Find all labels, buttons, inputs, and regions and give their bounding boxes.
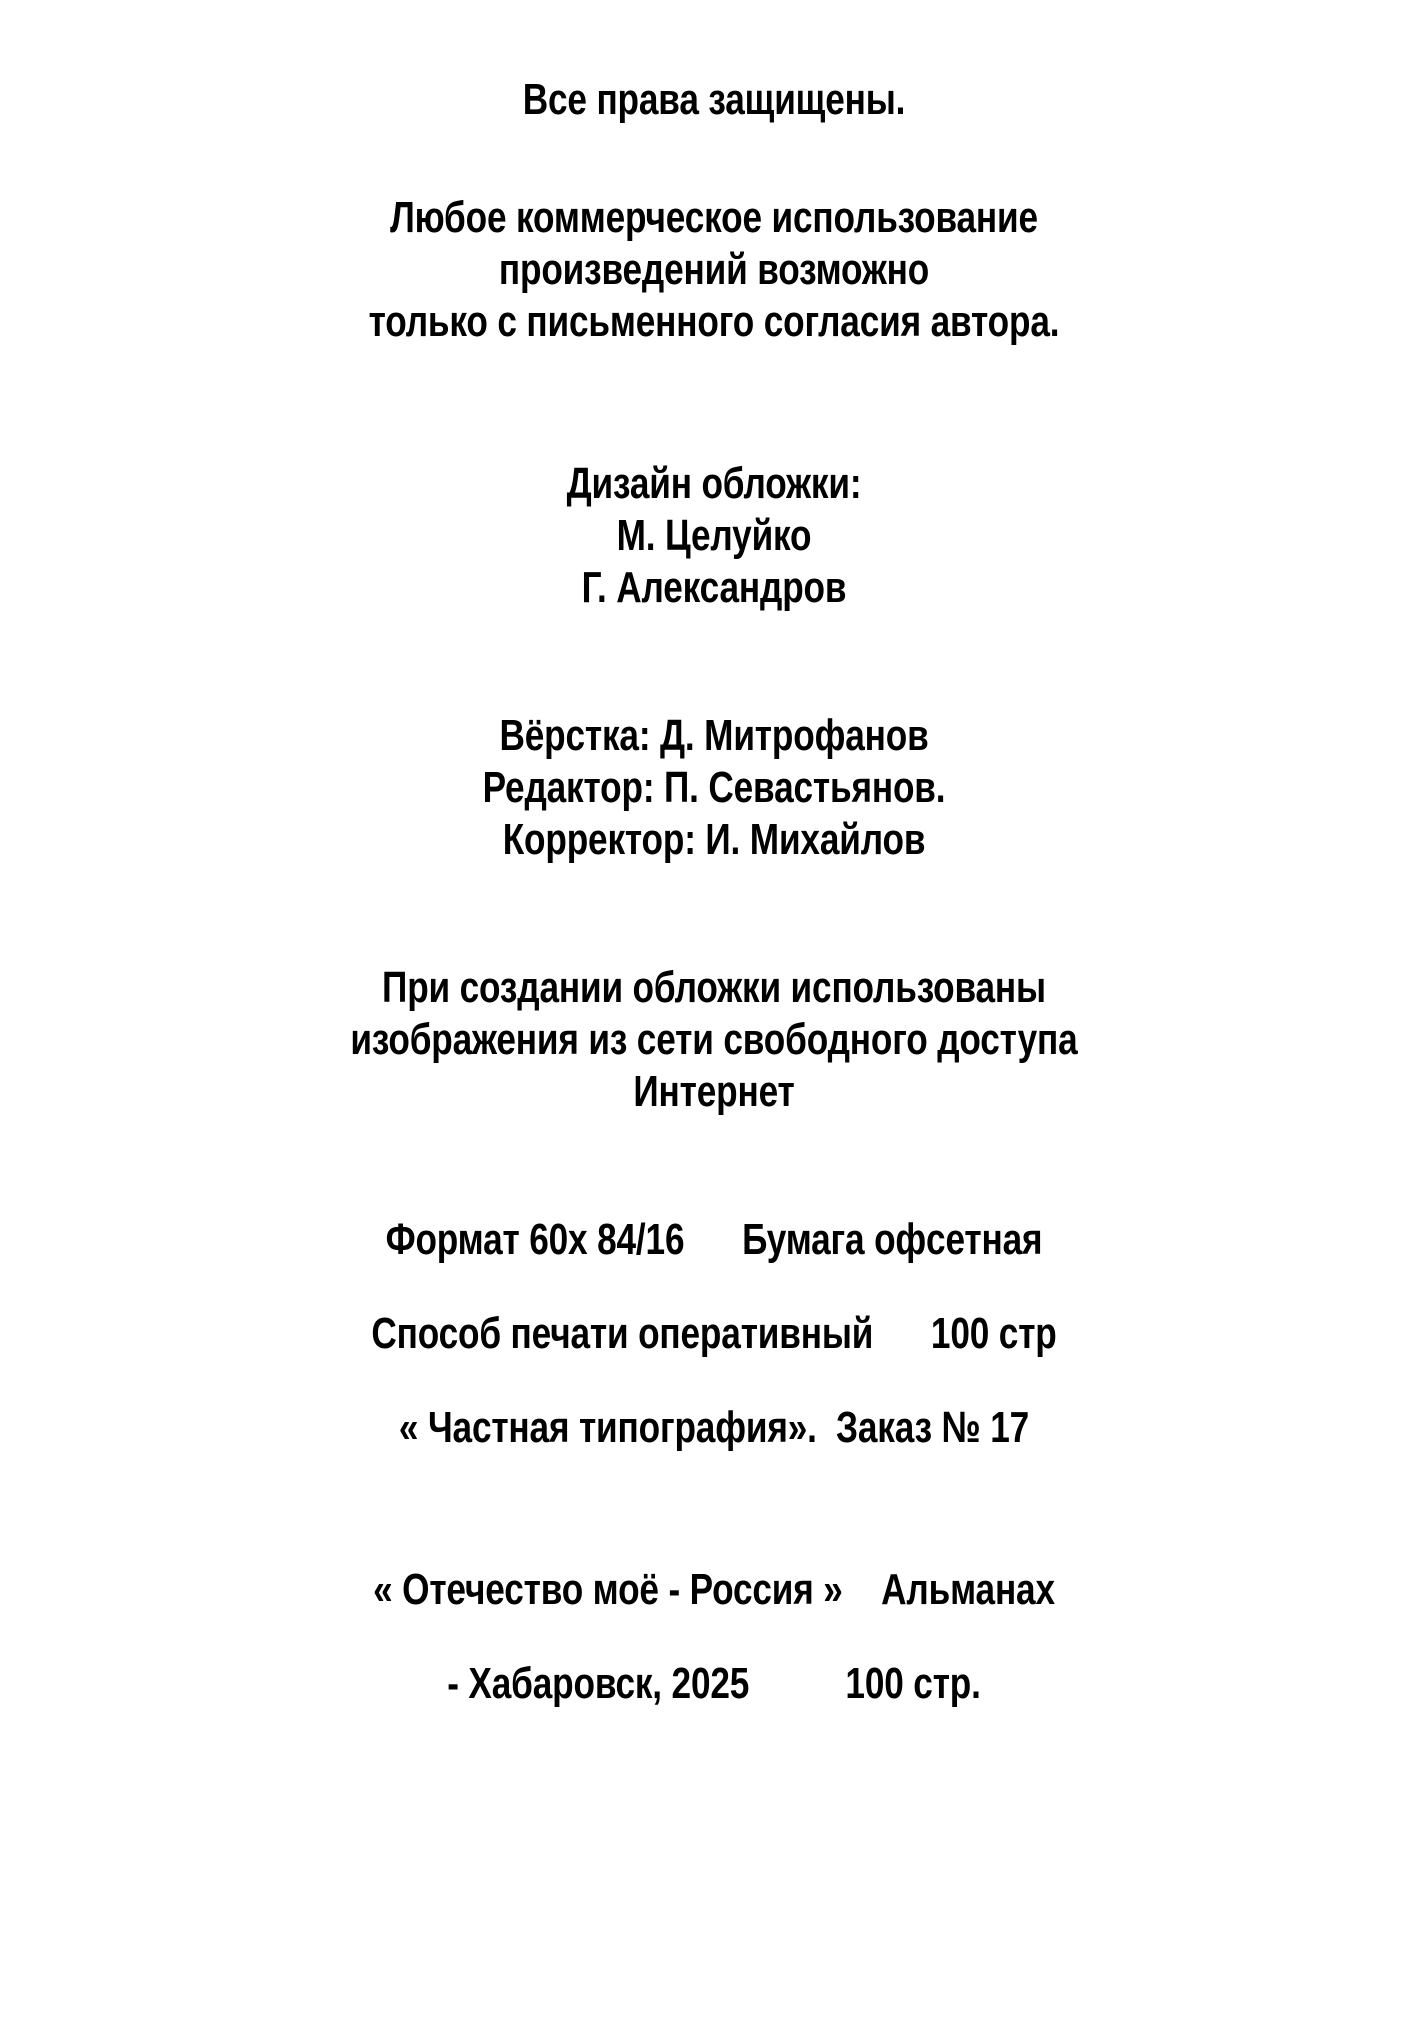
cover-images-note-line-1: При создании обложки использованы xyxy=(382,963,1046,1012)
rights-heading: Все права защищены. xyxy=(522,75,906,124)
rights-notice-line-1: Любое коммерческое использование xyxy=(390,193,1038,242)
rights-notice-line-2: произведений возможно xyxy=(498,245,930,294)
print-specs-block xyxy=(120,1215,1308,1452)
cover-design-block xyxy=(120,459,1308,612)
print-spec-format-line: Формат 60х 84/16 Бумага офсетная xyxy=(385,1215,1043,1264)
rights-notice-block xyxy=(120,193,1308,346)
cover-images-note-line-3: Интернет xyxy=(633,1067,795,1116)
production-proofreader-line: Корректор: И. Михайлов xyxy=(502,815,926,864)
cover-design-label: Дизайн обложки: xyxy=(566,459,862,508)
production-editor-line: Редактор: П. Севастьянов. xyxy=(482,763,946,812)
publication-imprint-line: - Хабаровск, 2025 100 стр. xyxy=(447,1659,981,1708)
cover-design-credit-1: М. Целуйко xyxy=(616,511,812,560)
publication-block xyxy=(120,1565,1308,1708)
cover-images-note-block xyxy=(120,963,1308,1116)
rights-notice-line-3: только с письменного согласия автора. xyxy=(368,297,1060,346)
cover-images-note-line-2: изображения из сети свободного доступа xyxy=(350,1015,1078,1064)
print-spec-method-line: Способ печати оперативный 100 стр xyxy=(371,1309,1057,1358)
production-layout-line: Вёрстка: Д. Митрофанов xyxy=(499,711,929,760)
production-block xyxy=(120,711,1308,864)
print-spec-printer-line: « Частная типография». Заказ № 17 xyxy=(398,1403,1030,1452)
rights-block xyxy=(120,75,1308,124)
cover-design-credit-2: Г. Александров xyxy=(581,563,847,612)
publication-title-line: « Отечество моё - Россия » Альманах xyxy=(373,1565,1055,1614)
